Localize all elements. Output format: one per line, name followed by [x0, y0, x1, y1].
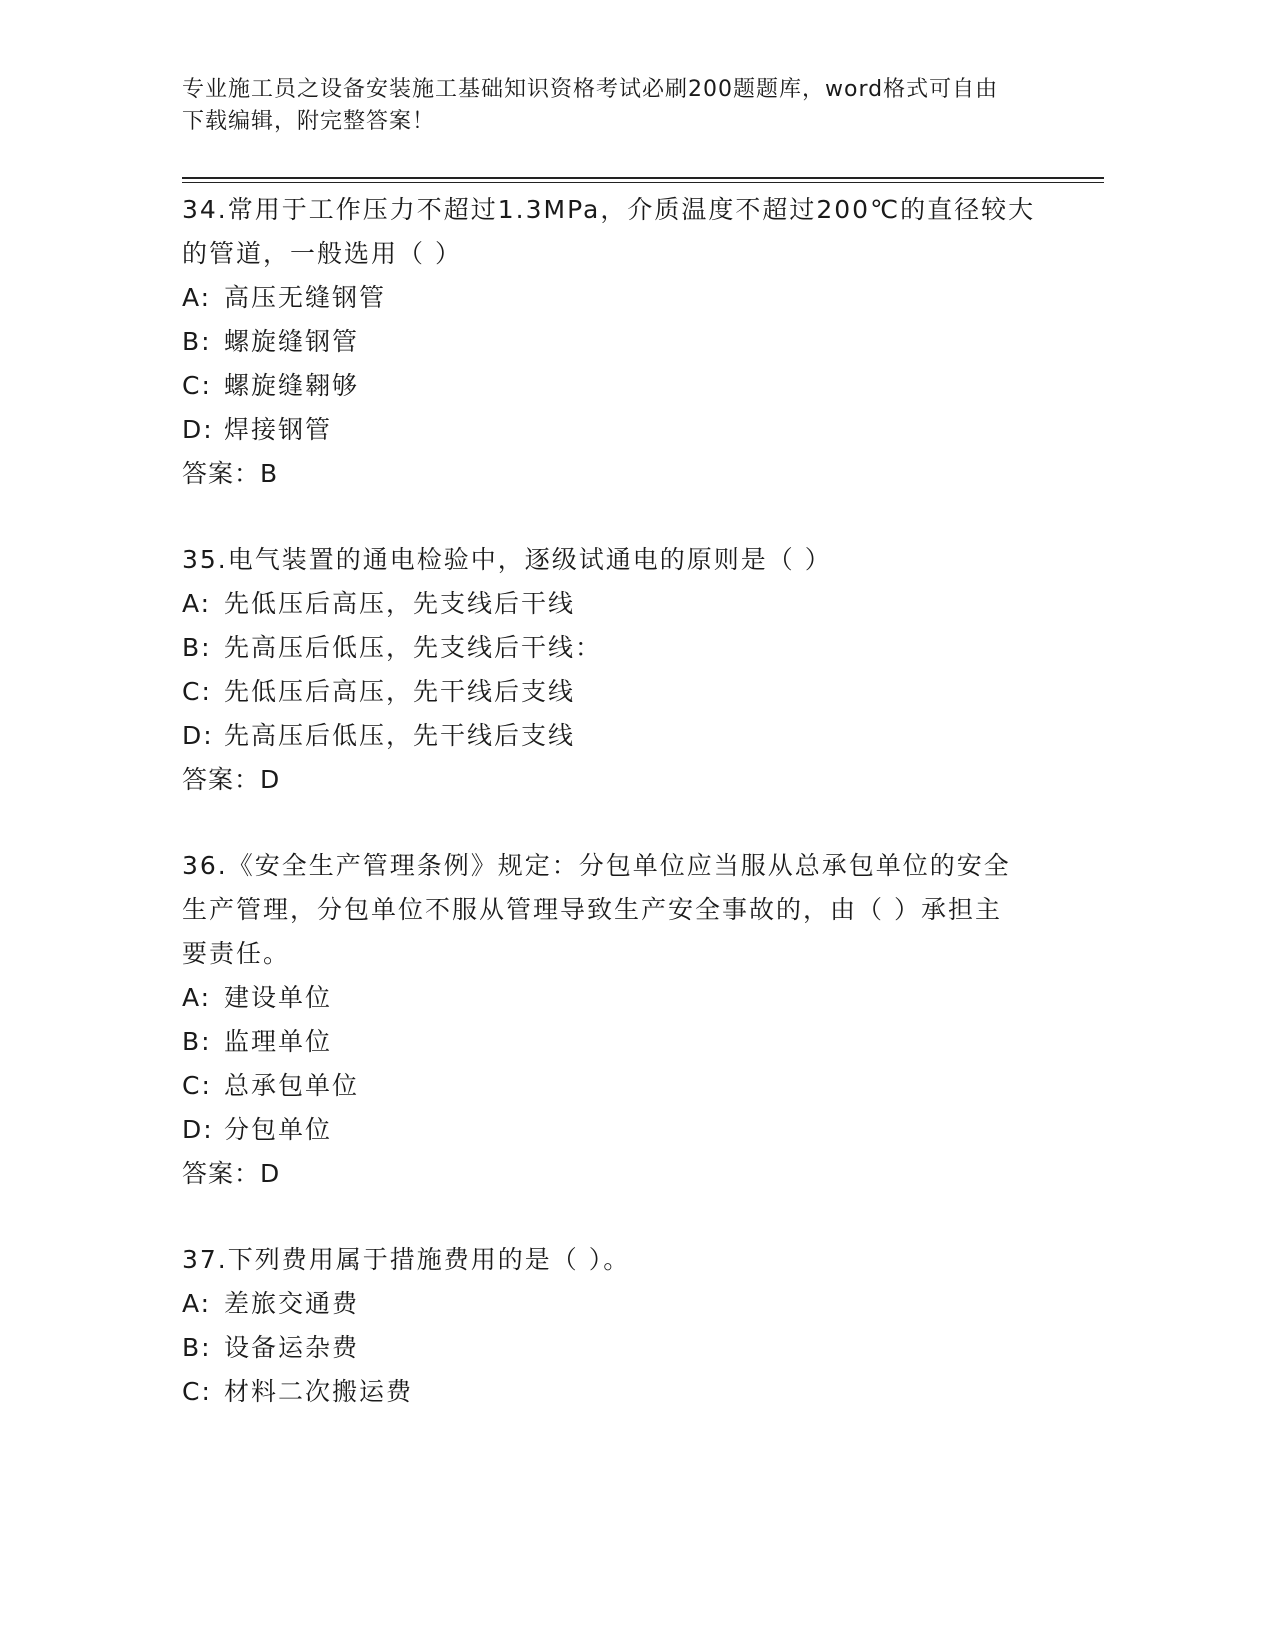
option-text: 总承包单位 — [224, 1071, 360, 1100]
question-spacer — [182, 1196, 1062, 1238]
option-text: 设备运杂费 — [224, 1333, 360, 1362]
question-spacer — [182, 802, 1062, 844]
question-block — [182, 188, 1062, 496]
option-text: 先低压后高压，先干线后支线 — [224, 677, 576, 706]
option-row — [182, 626, 1062, 670]
header-line-1: 专业施工员之设备安装施工基础知识资格考试必刷200题题库，word格式可自由 — [182, 77, 999, 102]
option-text: 差旅交通费 — [224, 1289, 360, 1318]
option-row — [182, 670, 1062, 714]
option-letter: C: — [182, 1377, 212, 1406]
question-stem-line: 34.常用于工作压力不超过1.3MPa，介质温度不超过200℃的直径较大 — [182, 195, 1036, 224]
question-stem-line: 要责任。 — [182, 939, 291, 968]
option-row — [182, 364, 1062, 408]
question-block — [182, 1238, 1062, 1414]
option-letter: D: — [182, 1115, 214, 1144]
answer-line: 答案：B — [182, 459, 279, 488]
option-text: 先高压后低压，先支线后干线： — [224, 633, 603, 662]
option-row — [182, 1064, 1062, 1108]
option-letter: B: — [182, 633, 212, 662]
question-block — [182, 538, 1062, 802]
option-text: 先高压后低压，先干线后支线 — [224, 721, 576, 750]
option-letter: B: — [182, 1333, 212, 1362]
option-text: 高压无缝钢管 — [224, 283, 387, 312]
option-text: 监理单位 — [224, 1027, 333, 1056]
question-block — [182, 844, 1062, 1196]
option-text: 分包单位 — [224, 1115, 333, 1144]
answer-line: 答案：D — [182, 765, 281, 794]
document-header — [182, 74, 1062, 138]
option-text: 先低压后高压，先支线后干线 — [224, 589, 576, 618]
question-stem-line: 生产管理，分包单位不服从管理导致生产安全事故的，由（ ）承担主 — [182, 895, 1002, 924]
option-row — [182, 714, 1062, 758]
question-stem-line: 37.下列费用属于措施费用的是（ ）。 — [182, 1245, 631, 1274]
option-letter: D: — [182, 415, 214, 444]
option-text: 焊接钢管 — [224, 415, 333, 444]
option-row — [182, 408, 1062, 452]
question-list — [182, 188, 1062, 1414]
header-divider-thick — [182, 177, 1104, 179]
question-stem-line: 36.《安全生产管理条例》规定：分包单位应当服从总承包单位的安全 — [182, 851, 1011, 880]
option-row — [182, 1020, 1062, 1064]
option-row — [182, 276, 1062, 320]
option-row — [182, 1108, 1062, 1152]
option-letter: D: — [182, 721, 214, 750]
option-row — [182, 1326, 1062, 1370]
option-letter: B: — [182, 327, 212, 356]
option-letter: C: — [182, 371, 212, 400]
question-spacer — [182, 496, 1062, 538]
option-letter: C: — [182, 1071, 212, 1100]
header-line-2: 下载编辑，附完整答案！ — [182, 109, 436, 134]
option-letter: C: — [182, 677, 212, 706]
question-stem-line: 35.电气装置的通电检验中，逐级试通电的原则是（ ） — [182, 545, 832, 574]
option-text: 材料二次搬运费 — [224, 1377, 414, 1406]
option-text: 螺旋缝翱够 — [224, 371, 360, 400]
option-row — [182, 1370, 1062, 1414]
answer-line: 答案：D — [182, 1159, 281, 1188]
option-row — [182, 320, 1062, 364]
option-letter: A: — [182, 589, 212, 618]
option-row — [182, 1282, 1062, 1326]
option-row — [182, 976, 1062, 1020]
option-letter: A: — [182, 1289, 212, 1318]
question-stem-line: 的管道，一般选用（ ） — [182, 239, 462, 268]
option-letter: A: — [182, 983, 212, 1012]
option-letter: A: — [182, 283, 212, 312]
header-divider-thin — [182, 182, 1104, 183]
option-row — [182, 582, 1062, 626]
option-text: 建设单位 — [224, 983, 333, 1012]
option-letter: B: — [182, 1027, 212, 1056]
option-text: 螺旋缝钢管 — [224, 327, 360, 356]
